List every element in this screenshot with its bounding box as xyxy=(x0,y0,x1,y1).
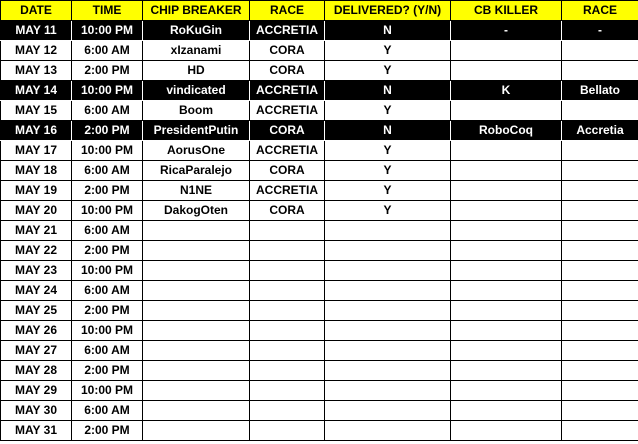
race-cell[interactable] xyxy=(250,361,325,381)
race-cell[interactable]: ACCRETIA xyxy=(250,181,325,201)
delivered-cell[interactable] xyxy=(325,321,451,341)
date-cell[interactable]: MAY 24 xyxy=(1,281,72,301)
delivered-cell[interactable]: Y xyxy=(325,101,451,121)
header-time: TIME xyxy=(72,1,143,21)
killer-race-cell[interactable]: Accretia xyxy=(562,121,638,141)
time-cell[interactable]: 6:00 AM xyxy=(72,161,143,181)
chip-breaker-cell[interactable]: xIzanami xyxy=(143,41,250,61)
delivered-cell[interactable] xyxy=(325,401,451,421)
table-row[interactable] xyxy=(1,161,638,181)
delivered-cell[interactable] xyxy=(325,361,451,381)
race-cell[interactable]: CORA xyxy=(250,161,325,181)
time-cell[interactable]: 10:00 PM xyxy=(72,381,143,401)
header-killer-race: RACE xyxy=(562,1,638,21)
chip-breaker-cell[interactable] xyxy=(143,301,250,321)
race-cell[interactable] xyxy=(250,221,325,241)
killer-race-cell[interactable] xyxy=(562,181,638,201)
chip-breaker-cell[interactable]: RoKuGin xyxy=(143,21,250,41)
table-row[interactable] xyxy=(1,61,638,81)
table-row[interactable] xyxy=(1,41,638,61)
cb-killer-cell[interactable] xyxy=(451,401,562,421)
cb-killer-cell[interactable]: RoboCoq xyxy=(451,121,562,141)
time-cell[interactable]: 2:00 PM xyxy=(72,121,143,141)
delivered-cell[interactable]: N xyxy=(325,121,451,141)
time-cell[interactable]: 2:00 PM xyxy=(72,61,143,81)
time-cell[interactable]: 2:00 PM xyxy=(72,421,143,441)
table-row[interactable] xyxy=(1,341,638,361)
delivered-cell[interactable] xyxy=(325,301,451,321)
cb-killer-cell[interactable] xyxy=(451,61,562,81)
table-row[interactable] xyxy=(1,141,638,161)
killer-race-cell[interactable] xyxy=(562,41,638,61)
killer-race-cell[interactable] xyxy=(562,341,638,361)
table-row[interactable] xyxy=(1,281,638,301)
chip-breaker-cell[interactable] xyxy=(143,241,250,261)
date-cell[interactable]: MAY 30 xyxy=(1,401,72,421)
date-cell[interactable]: MAY 31 xyxy=(1,421,72,441)
delivered-cell[interactable] xyxy=(325,281,451,301)
delivered-cell[interactable]: Y xyxy=(325,61,451,81)
race-cell[interactable]: ACCRETIA xyxy=(250,81,325,101)
race-cell[interactable]: ACCRETIA xyxy=(250,101,325,121)
race-cell[interactable]: ACCRETIA xyxy=(250,21,325,41)
killer-race-cell[interactable] xyxy=(562,161,638,181)
date-cell[interactable]: MAY 17 xyxy=(1,141,72,161)
date-cell[interactable]: MAY 25 xyxy=(1,301,72,321)
chip-breaker-cell[interactable] xyxy=(143,221,250,241)
chip-breaker-cell[interactable]: vindicated xyxy=(143,81,250,101)
cb-killer-cell[interactable] xyxy=(451,281,562,301)
time-cell[interactable]: 2:00 PM xyxy=(72,301,143,321)
date-cell[interactable]: MAY 26 xyxy=(1,321,72,341)
chip-breaker-cell[interactable] xyxy=(143,321,250,341)
killer-race-cell[interactable]: Bellato xyxy=(562,81,638,101)
header-row xyxy=(1,1,638,21)
killer-race-cell[interactable] xyxy=(562,221,638,241)
table-row[interactable] xyxy=(1,261,638,281)
date-cell[interactable]: MAY 19 xyxy=(1,181,72,201)
delivered-cell[interactable]: Y xyxy=(325,141,451,161)
killer-race-cell[interactable] xyxy=(562,61,638,81)
killer-race-cell[interactable] xyxy=(562,261,638,281)
header-date: DATE xyxy=(1,1,72,21)
table-row[interactable] xyxy=(1,121,638,141)
chip-breaker-cell[interactable]: N1NE xyxy=(143,181,250,201)
race-cell[interactable] xyxy=(250,321,325,341)
chip-breaker-cell[interactable]: DakogOten xyxy=(143,201,250,221)
race-cell[interactable]: ACCRETIA xyxy=(250,141,325,161)
killer-race-cell[interactable] xyxy=(562,301,638,321)
race-cell[interactable]: CORA xyxy=(250,41,325,61)
time-cell[interactable]: 10:00 PM xyxy=(72,141,143,161)
time-cell[interactable]: 10:00 PM xyxy=(72,21,143,41)
chip-breaker-cell[interactable] xyxy=(143,421,250,441)
killer-race-cell[interactable] xyxy=(562,141,638,161)
time-cell[interactable]: 6:00 AM xyxy=(72,41,143,61)
race-cell[interactable] xyxy=(250,241,325,261)
time-cell[interactable]: 2:00 PM xyxy=(72,181,143,201)
chip-breaker-cell[interactable]: Boom xyxy=(143,101,250,121)
date-cell[interactable]: MAY 14 xyxy=(1,81,72,101)
cb-killer-cell[interactable] xyxy=(451,321,562,341)
cb-killer-cell[interactable]: - xyxy=(451,21,562,41)
date-cell[interactable]: MAY 22 xyxy=(1,241,72,261)
cb-killer-cell[interactable] xyxy=(451,221,562,241)
cb-killer-cell[interactable] xyxy=(451,361,562,381)
race-cell[interactable]: CORA xyxy=(250,201,325,221)
killer-race-cell[interactable] xyxy=(562,201,638,221)
header-delivered: DELIVERED? (Y/N) xyxy=(325,1,451,21)
delivered-cell[interactable] xyxy=(325,221,451,241)
delivered-cell[interactable]: N xyxy=(325,21,451,41)
time-cell[interactable]: 6:00 AM xyxy=(72,401,143,421)
chip-breaker-cell[interactable]: RicaParalejo xyxy=(143,161,250,181)
cb-killer-cell[interactable] xyxy=(451,41,562,61)
cb-killer-cell[interactable] xyxy=(451,141,562,161)
cb-killer-cell[interactable] xyxy=(451,261,562,281)
killer-race-cell[interactable] xyxy=(562,361,638,381)
chip-breaker-cell[interactable]: AorusOne xyxy=(143,141,250,161)
chip-breaker-cell[interactable] xyxy=(143,381,250,401)
race-cell[interactable] xyxy=(250,281,325,301)
killer-race-cell[interactable] xyxy=(562,241,638,261)
date-cell[interactable]: MAY 20 xyxy=(1,201,72,221)
delivered-cell[interactable]: Y xyxy=(325,161,451,181)
killer-race-cell[interactable]: - xyxy=(562,21,638,41)
table-header xyxy=(1,1,638,21)
delivered-cell[interactable]: Y xyxy=(325,41,451,61)
date-cell[interactable]: MAY 27 xyxy=(1,341,72,361)
cb-killer-cell[interactable] xyxy=(451,421,562,441)
time-cell[interactable]: 10:00 PM xyxy=(72,321,143,341)
cb-killer-cell[interactable] xyxy=(451,241,562,261)
date-cell[interactable]: MAY 15 xyxy=(1,101,72,121)
time-cell[interactable]: 10:00 PM xyxy=(72,201,143,221)
date-cell[interactable]: MAY 18 xyxy=(1,161,72,181)
delivered-cell[interactable] xyxy=(325,381,451,401)
cb-killer-cell[interactable] xyxy=(451,301,562,321)
cb-killer-cell[interactable] xyxy=(451,181,562,201)
table-row[interactable] xyxy=(1,21,638,41)
delivered-cell[interactable]: Y xyxy=(325,181,451,201)
killer-race-cell[interactable] xyxy=(562,321,638,341)
chip-breaker-cell[interactable] xyxy=(143,281,250,301)
delivered-cell[interactable] xyxy=(325,341,451,361)
killer-race-cell[interactable] xyxy=(562,281,638,301)
table-row[interactable] xyxy=(1,301,638,321)
race-cell[interactable] xyxy=(250,261,325,281)
time-cell[interactable]: 2:00 PM xyxy=(72,241,143,261)
table-row[interactable] xyxy=(1,101,638,121)
cb-killer-cell[interactable]: K xyxy=(451,81,562,101)
date-cell[interactable]: MAY 13 xyxy=(1,61,72,81)
chip-breaker-cell[interactable]: HD xyxy=(143,61,250,81)
cb-killer-cell[interactable] xyxy=(451,101,562,121)
race-cell[interactable] xyxy=(250,381,325,401)
table-row[interactable] xyxy=(1,421,638,441)
killer-race-cell[interactable] xyxy=(562,401,638,421)
table-row[interactable] xyxy=(1,181,638,201)
killer-race-cell[interactable] xyxy=(562,421,638,441)
cb-killer-cell[interactable] xyxy=(451,341,562,361)
race-cell[interactable]: CORA xyxy=(250,121,325,141)
table-row[interactable] xyxy=(1,201,638,221)
time-cell[interactable]: 6:00 AM xyxy=(72,101,143,121)
race-cell[interactable] xyxy=(250,421,325,441)
chip-breaker-cell[interactable]: PresidentPutin xyxy=(143,121,250,141)
date-cell[interactable]: MAY 21 xyxy=(1,221,72,241)
time-cell[interactable]: 6:00 AM xyxy=(72,281,143,301)
time-cell[interactable]: 10:00 PM xyxy=(72,261,143,281)
race-cell[interactable]: CORA xyxy=(250,61,325,81)
date-cell[interactable]: MAY 23 xyxy=(1,261,72,281)
table-row[interactable] xyxy=(1,241,638,261)
chip-breaker-cell[interactable] xyxy=(143,341,250,361)
date-cell[interactable]: MAY 29 xyxy=(1,381,72,401)
chip-breaker-cell[interactable] xyxy=(143,261,250,281)
table-row[interactable] xyxy=(1,401,638,421)
delivered-cell[interactable]: N xyxy=(325,81,451,101)
delivered-cell[interactable]: Y xyxy=(325,201,451,221)
date-cell[interactable]: MAY 11 xyxy=(1,21,72,41)
date-cell[interactable]: MAY 12 xyxy=(1,41,72,61)
delivered-cell[interactable] xyxy=(325,261,451,281)
table-row[interactable] xyxy=(1,321,638,341)
table-row[interactable] xyxy=(1,381,638,401)
race-cell[interactable] xyxy=(250,341,325,361)
table-row[interactable] xyxy=(1,361,638,381)
killer-race-cell[interactable] xyxy=(562,101,638,121)
table-row[interactable] xyxy=(1,221,638,241)
date-cell[interactable]: MAY 16 xyxy=(1,121,72,141)
table-body xyxy=(1,21,638,441)
time-cell[interactable]: 2:00 PM xyxy=(72,361,143,381)
delivered-cell[interactable] xyxy=(325,421,451,441)
delivered-cell[interactable] xyxy=(325,241,451,261)
race-cell[interactable] xyxy=(250,301,325,321)
chip-breaker-cell[interactable] xyxy=(143,361,250,381)
cb-killer-cell[interactable] xyxy=(451,201,562,221)
race-cell[interactable] xyxy=(250,401,325,421)
header-cb-killer: CB KILLER xyxy=(451,1,562,21)
time-cell[interactable]: 10:00 PM xyxy=(72,81,143,101)
cb-killer-cell[interactable] xyxy=(451,381,562,401)
header-race: RACE xyxy=(250,1,325,21)
time-cell[interactable]: 6:00 AM xyxy=(72,341,143,361)
time-cell[interactable]: 6:00 AM xyxy=(72,221,143,241)
date-cell[interactable]: MAY 28 xyxy=(1,361,72,381)
header-chip-breaker: CHIP BREAKER xyxy=(143,1,250,21)
chip-breaker-cell[interactable] xyxy=(143,401,250,421)
killer-race-cell[interactable] xyxy=(562,381,638,401)
table-row[interactable] xyxy=(1,81,638,101)
cb-killer-cell[interactable] xyxy=(451,161,562,181)
